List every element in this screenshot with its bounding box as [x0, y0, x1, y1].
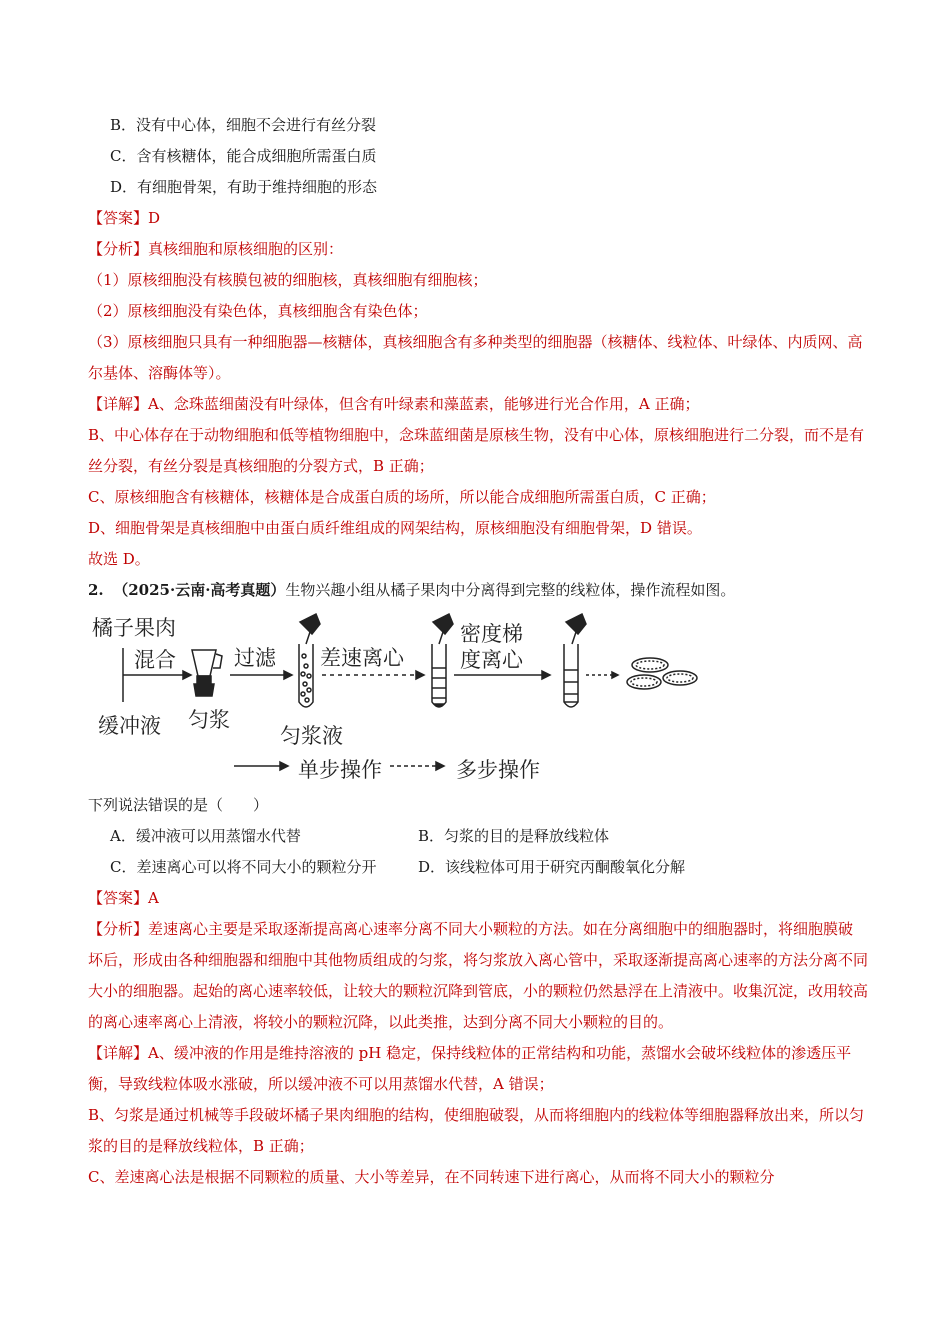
q2-stem: 2. （2025·云南·高考真题）生物兴趣小组从橘子果肉中分离得到完整的线粒体，操作流程如图。 [88, 581, 736, 599]
q2-option-d: D．该线粒体可用于研究丙酮酸氧化分解 [418, 858, 686, 876]
figure-label-filter: 过滤 [234, 646, 276, 670]
q2-analysis: 【分析】差速离心主要是采取逐渐提高离心速率分离不同大小颗粒的方法。如在分离细胞中的细胞器时，将细胞膜破坏后，形成由各种细胞器和细胞中其他物质组成的匀浆，将匀浆放入离心管中，采取逐渐提高离心速率的方法分离不同大小的细胞器。起始的离心速率较低，让较大的颗粒沉降到管底，小的颗粒仍然悬浮在上清液中。收集沉淀，改用较高的离心速率离心上清液，将较小的颗粒沉降，以此类推，达到分离不同大小颗粒的目的。 [88, 920, 869, 1031]
q1-analysis-point-2: （2）原核细胞没有染色体，真核细胞含有染色体； [88, 302, 428, 320]
q1-analysis-point-3: （3）原核细胞只具有一种细胞器—核糖体，真核细胞含有多种类型的细胞器（核糖体、线粒体、叶绿体、内质网、高尔基体、溶酶体等）。 [88, 333, 863, 382]
figure-label-differential-centrifugation: 差速离心 [320, 646, 404, 670]
q2-options-row-1 [88, 821, 868, 852]
figure-legend-multi-step: 多步操作 [456, 758, 540, 782]
q2-detail-b: B、匀浆是通过机械等手段破坏橘子果肉细胞的结构，使细胞破裂，从而将细胞内的线粒体等细胞器释放出来，所以匀浆的目的是释放线粒体，B 正确； [88, 1106, 865, 1155]
figure-label-density-line1: 密度梯 [460, 622, 523, 646]
q1-option-c: C．含有核糖体，能合成细胞所需蛋白质 [110, 147, 377, 165]
q2-option-c: C．差速离心可以将不同大小的颗粒分开 [110, 858, 377, 876]
figure-legend-single-step: 单步操作 [298, 758, 382, 782]
q2-option-a: A．缓冲液可以用蒸馏水代替 [110, 827, 301, 845]
q1-detail-a: 【详解】A、念珠蓝细菌没有叶绿体，但含有叶绿素和藻蓝素，能够进行光合作用，A 正确； [88, 395, 700, 413]
figure-label-mix: 混合 [134, 648, 176, 672]
figure-label-homogenize: 匀浆 [188, 708, 230, 732]
q1-detail-conclusion: 故选 D。 [88, 550, 150, 568]
document-page [88, 110, 868, 1193]
q1-detail-d: D、细胞骨架是真核细胞中由蛋白质纤维组成的网架结构，原核细胞没有细胞骨架，D 错误。 [88, 519, 702, 537]
figure-label-buffer: 缓冲液 [98, 714, 161, 738]
q1-answer: 【答案】D [88, 209, 161, 227]
q2-detail-a: 【详解】A、缓冲液的作用是维持溶液的 pH 稳定，保持线粒体的正常结构和功能，蒸馏水会破坏线粒体的渗透压平衡，导致线粒体吸水涨破，所以缓冲液不可以用蒸馏水代替，A 错误； [88, 1044, 852, 1093]
figure-label-density-line2: 度离心 [460, 648, 523, 672]
q2-option-b: B．匀浆的目的是释放线粒体 [418, 827, 610, 845]
flow-diagram-svg [88, 610, 708, 788]
q1-analysis-point-1: （1）原核细胞没有核膜包被的细胞核，真核细胞有细胞核； [88, 271, 488, 289]
q2-answer: 【答案】A [88, 889, 159, 907]
q1-analysis-intro: 【分析】真核细胞和原核细胞的区别： [88, 240, 344, 258]
figure-label-homogenate: 匀浆液 [280, 724, 343, 748]
q1-option-d: D．有细胞骨架，有助于维持细胞的形态 [110, 178, 378, 196]
q1-option-b: B．没有中心体，细胞不会进行有丝分裂 [110, 116, 377, 134]
q2-flow-figure [88, 610, 708, 788]
q2-detail-c: C、差速离心法是根据不同颗粒的质量、大小等差异，在不同转速下进行离心，从而将不同大小的颗粒分 [88, 1168, 775, 1186]
q2-question: 下列说法错误的是（ ） [88, 796, 269, 814]
q1-detail-c: C、原核细胞含有核糖体，核糖体是合成蛋白质的场所，所以能合成细胞所需蛋白质，C 正确； [88, 488, 716, 506]
figure-label-orange-pulp: 橘子果肉 [92, 616, 176, 640]
q2-options-row-2 [88, 852, 868, 883]
q1-detail-b: B、中心体存在于动物细胞和低等植物细胞中，念珠蓝细菌是原核生物，没有中心体，原核细胞进行二分裂，而不是有丝分裂，有丝分裂是真核细胞的分裂方式，B 正确； [88, 426, 865, 475]
